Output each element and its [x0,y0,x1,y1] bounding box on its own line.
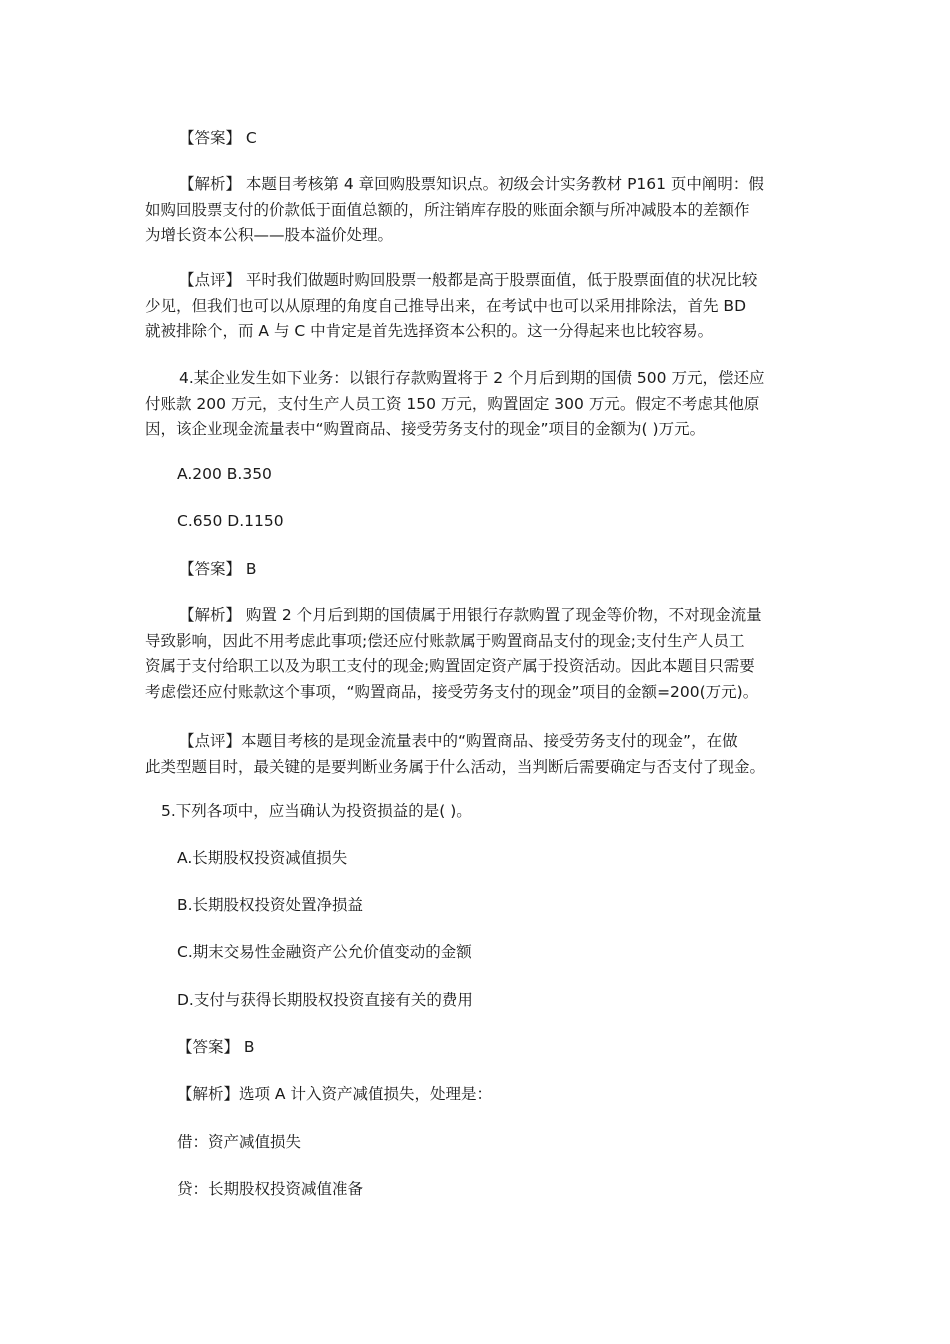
q4-analysis-line: 【解析】 购置 2 个月后到期的国债属于用银行存款购置了现金等价物，不对现金流量 [179,606,762,624]
q3-analysis [145,172,825,249]
q5-analysis [145,1082,857,1108]
q3-comment-line: 就被排除个，而 A 与 C 中肯定是首先选择资本公积的。这一分得起来也比较容易。 [145,322,714,340]
q4-analysis-line: 资属于支付给职工以及为职工支付的现金;购置固定资产属于投资活动。因此本题目只需要 [145,657,755,675]
q5-analysis-text: 【解析】选项 A 计入资产减值损失，处理是： [177,1085,492,1103]
q5-option-text: B.长期股权投资处置净损益 [177,896,364,914]
q5-question [145,799,841,825]
q4-analysis-line: 导致影响，因此不用考虑此事项;偿还应付账款属于购置商品支付的现金;支付生产人员工 [145,631,745,650]
q3-comment [145,268,825,345]
q4-comment [145,729,825,780]
q4-question-line: 因，该企业现金流量表中“购置商品、接受劳务支付的现金”项目的金额为( )万元。 [145,420,706,438]
q4-option-text: C.650 D.1150 [177,512,284,530]
q4-question-line: 4.某企业发生如下业务：以银行存款购置将于 2 个月后到期的国债 500 万元，偿还应 [179,369,765,387]
q3-analysis-line: 为增长资本公积——股本溢价处理。 [145,226,394,244]
q5-answer [145,1035,857,1061]
q3-analysis-line: 如购回股票支付的价款低于面值总额的，所注销库存股的账面余额与所冲减股本的差额作 [145,200,750,219]
q4-comment-line: 【点评】本题目考核的是现金流量表中的“购置商品、接受劳务支付的现金”，在做 [179,732,738,750]
q4-answer [145,557,859,583]
q3-analysis-line: 【解析】 本题目考核第 4 章回购股票知识点。初级会计实务教材 P161 页中阐明：假 [179,175,764,193]
q5-option-text: C.期末交易性金融资产公允价值变动的金额 [177,943,472,961]
q4-option-row [145,509,857,535]
q5-entry-text: 借：资产减值损失 [177,1133,302,1151]
q4-analysis [145,603,825,705]
q5-option-text: D.支付与获得长期股权投资直接有关的费用 [177,991,473,1009]
q5-entry-credit [145,1177,857,1203]
q4-question [145,366,825,443]
q5-option-a [145,846,857,872]
q5-option-b [145,893,857,919]
q4-answer-text: 【答案】 B [179,560,257,578]
q3-comment-line: 【点评】 平时我们做题时购回股票一般都是高于股票面值，低于股票面值的状况比较 [179,271,758,289]
q5-entry-text: 贷：长期股权投资减值准备 [177,1180,364,1198]
q4-comment-line: 此类型题目时，最关键的是要判断业务属于什么活动，当判断后需要确定与否支付了现金。 [145,757,766,776]
q5-option-d [145,988,857,1014]
q3-answer [145,126,859,152]
q4-option-row [145,462,857,488]
q4-option-text: A.200 B.350 [177,465,272,483]
q5-answer-text: 【答案】 B [177,1038,255,1056]
q5-question-text: 5.下列各项中，应当确认为投资损益的是( )。 [161,802,472,820]
q3-comment-line: 少见，但我们也可以从原理的角度自己推导出来，在考试中也可以采用排除法，首先 BD [145,296,746,315]
q3-answer-text: 【答案】 C [179,129,257,147]
q4-analysis-line: 考虑偿还应付账款这个事项，“购置商品，接受劳务支付的现金”项目的金额=200(万元)。 [145,682,759,701]
q4-question-line: 付账款 200 万元，支付生产人员工资 150 万元，购置固定 300 万元。假定不考虑其他原 [145,394,760,413]
q5-entry-debit [145,1130,857,1156]
q5-option-c [145,940,857,966]
q5-option-text: A.长期股权投资减值损失 [177,849,348,867]
